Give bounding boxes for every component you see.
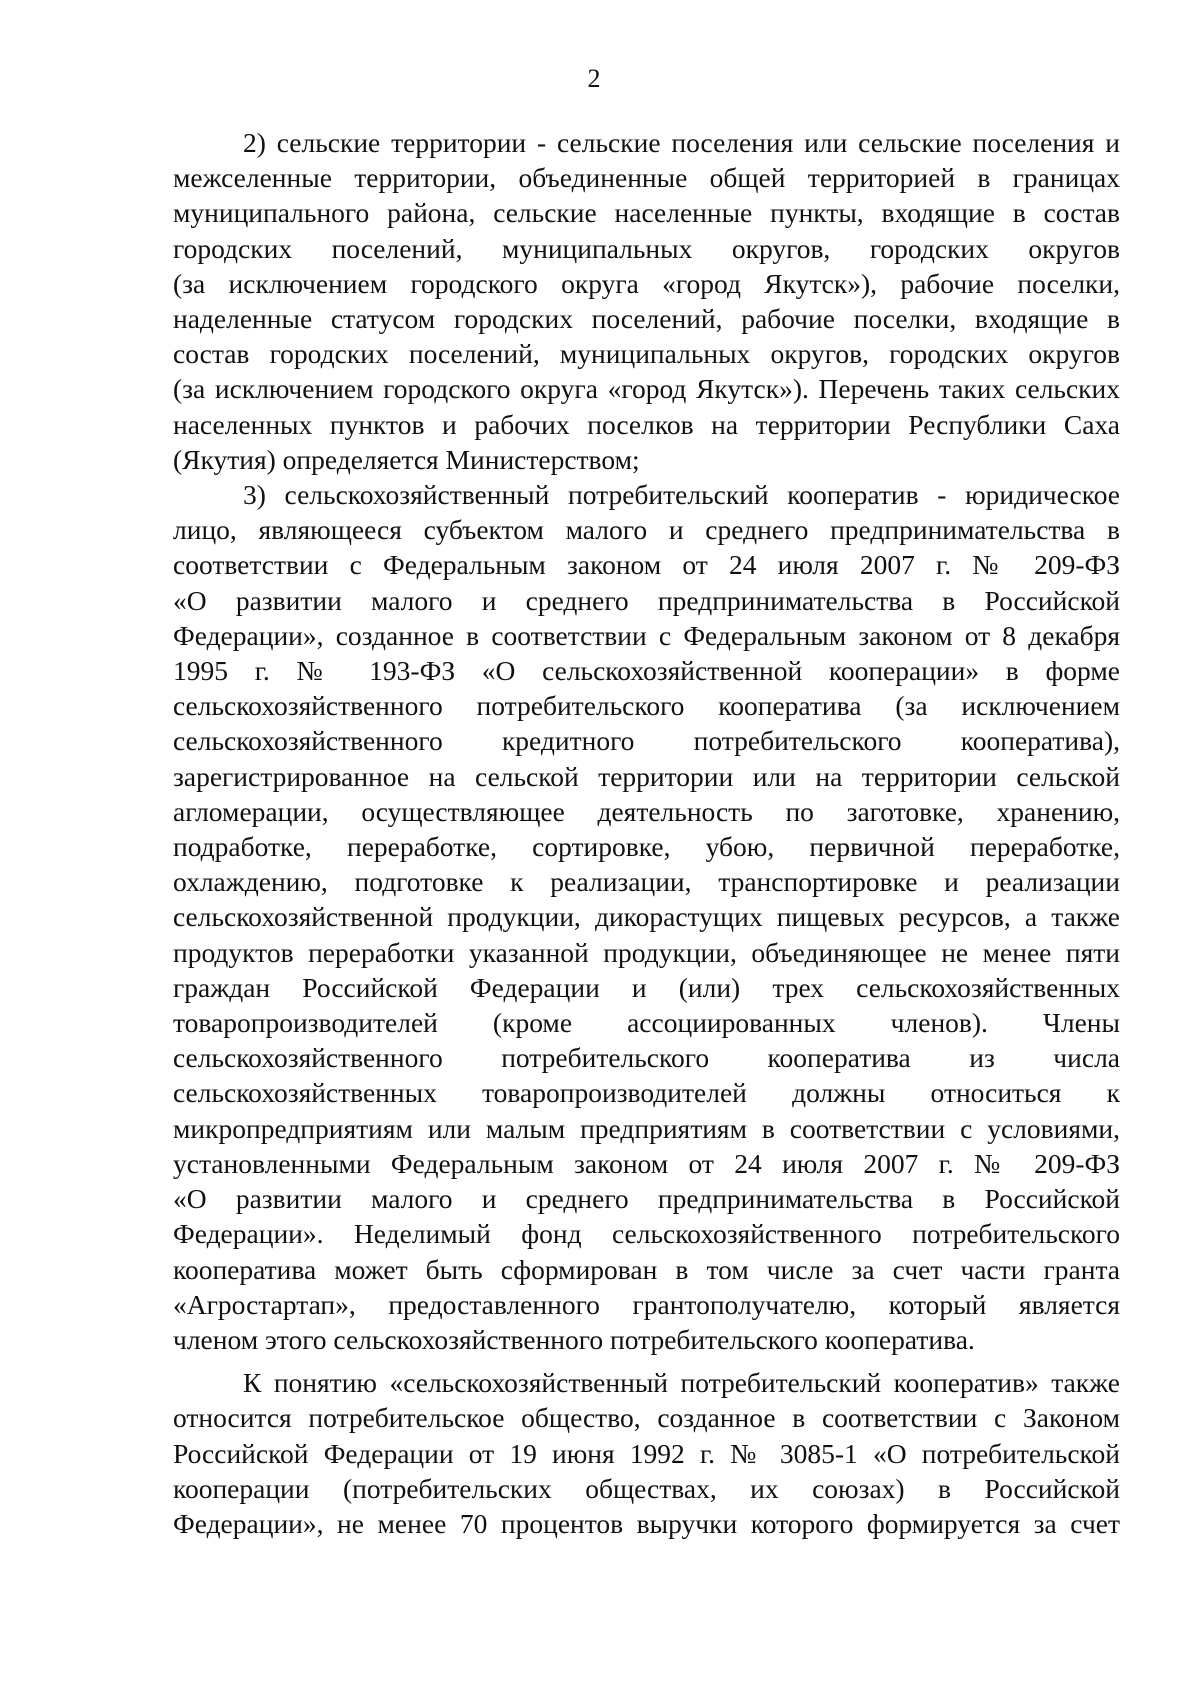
text-line: относится потребительское общество, созданное в соответствии с Законом bbox=[173, 1402, 1120, 1434]
text-line: граждан Российской Федерации и (или) трех сельскохозяйственных bbox=[173, 971, 1120, 1003]
text-line: 3) сельскохозяйственный потребительский кооператив - юридическое bbox=[243, 479, 1120, 511]
text-line: (за исключением городского округа «город Якутск»), рабочие поселки, bbox=[173, 267, 1120, 299]
text-line: городских поселений, муниципальных округов, городских округов bbox=[173, 232, 1120, 264]
text-line: лицо, являющееся субъектом малого и среднего предпринимательства в bbox=[173, 514, 1120, 546]
text-line: (за исключением городского округа «город Якутск»). Перечень таких сельских bbox=[173, 373, 1120, 405]
text-line: подработке, переработке, сортировке, убою, первичной переработке, bbox=[173, 831, 1120, 863]
text-line: товаропроизводителей (кроме ассоциированных членов). Члены bbox=[173, 1007, 1120, 1039]
text-line: «Агростартап», предоставленного грантополучателю, который является bbox=[173, 1288, 1120, 1320]
text-line: Федерации». Неделимый фонд сельскохозяйственного потребительского bbox=[173, 1218, 1120, 1250]
text-line: продуктов переработки указанной продукции, объединяющее не менее пяти bbox=[173, 936, 1120, 968]
text-line: 2) сельские территории - сельские поселения или сельские поселения и bbox=[243, 127, 1120, 158]
paragraph-agricultural-cooperative bbox=[173, 477, 1120, 1357]
text-line: К понятию «сельскохозяйственный потребительский кооператив» также bbox=[243, 1367, 1120, 1399]
text-line: охлаждению, подготовке к реализации, транспортировке и реализации bbox=[173, 866, 1120, 898]
text-line: кооператива может быть сформирован в том числе за счет части гранта bbox=[173, 1253, 1120, 1285]
text-line: населенных пунктов и рабочих поселков на территории Республики Саха bbox=[173, 408, 1120, 440]
text-line: Федерации», не менее 70 процентов выручки которого формируется за счет bbox=[173, 1507, 1120, 1539]
text-line: установленными Федеральным законом от 24 июля 2007 г. № 209-ФЗ bbox=[173, 1147, 1120, 1179]
text-line: микропредприятиям или малым предприятиям в соответствии с условиями, bbox=[173, 1112, 1120, 1144]
text-line: (Якутия) определяется Министерством; bbox=[173, 443, 640, 475]
text-line: соответствии с Федеральным законом от 24 июля 2007 г. № 209-ФЗ bbox=[173, 549, 1120, 581]
text-line: состав городских поселений, муниципальных округов, городских округов bbox=[173, 338, 1120, 370]
text-line: межселенные территории, объединенные общей территорией в границах bbox=[173, 162, 1120, 194]
text-line: кооперации (потребительских обществах, их союзах) в Российской bbox=[173, 1472, 1120, 1504]
text-line: членом этого сельскохозяйственного потребительского кооператива. bbox=[173, 1323, 975, 1355]
paragraph-rural-territories bbox=[173, 125, 1120, 477]
paragraph-consumer-society bbox=[173, 1365, 1120, 1541]
text-line: «О развитии малого и среднего предпринимательства в Российской bbox=[173, 584, 1120, 616]
text-line: сельскохозяйственных товаропроизводителей должны относиться к bbox=[173, 1077, 1120, 1109]
text-line: Федерации», созданное в соответствии с Федеральным законом от 8 декабря bbox=[173, 619, 1120, 651]
text-line: «О развитии малого и среднего предпринимательства в Российской bbox=[173, 1183, 1120, 1215]
text-line: сельскохозяйственного кредитного потребительского кооператива), bbox=[173, 725, 1120, 757]
text-line: 1995 г. № 193-ФЗ «О сельскохозяйственной кооперации» в форме bbox=[173, 655, 1120, 687]
document-body bbox=[173, 125, 1120, 1541]
text-line: агломерации, осуществляющее деятельность по заготовке, хранению, bbox=[173, 795, 1120, 827]
text-line: сельскохозяйственного потребительского кооператива (за исключением bbox=[173, 690, 1120, 722]
text-line: сельскохозяйственного потребительского кооператива из числа bbox=[173, 1042, 1120, 1074]
text-line: наделенные статусом городских поселений, рабочие поселки, входящие в bbox=[173, 303, 1120, 335]
page-number: 2 bbox=[587, 64, 601, 93]
text-line: муниципального района, сельские населенные пункты, входящие в состав bbox=[173, 197, 1120, 229]
text-line: сельскохозяйственной продукции, дикорастущих пищевых ресурсов, а также bbox=[173, 901, 1120, 933]
text-line: зарегистрированное на сельской территории или на территории сельской bbox=[173, 760, 1120, 792]
text-line: Российской Федерации от 19 июня 1992 г. № 3085-1 «О потребительской bbox=[173, 1437, 1120, 1469]
